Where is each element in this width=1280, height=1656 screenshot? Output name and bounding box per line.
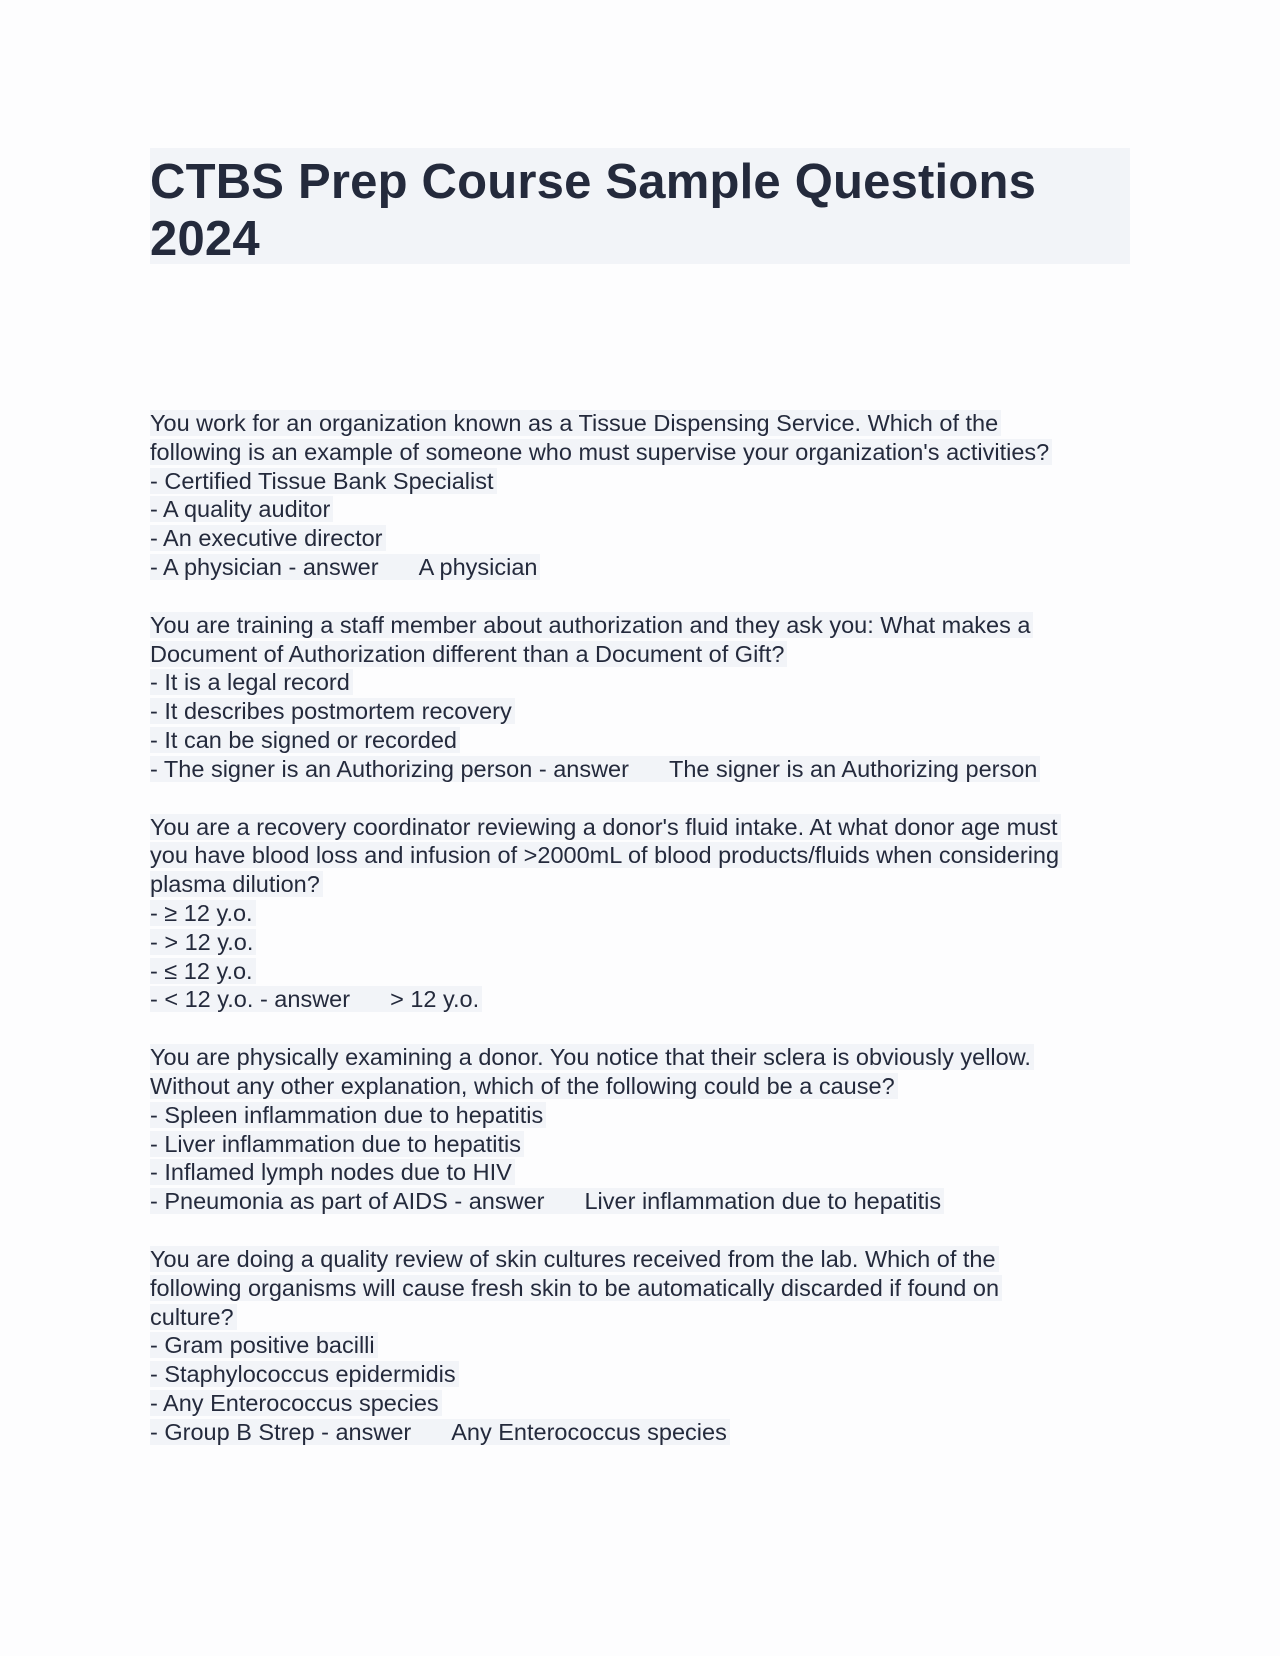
question-stem-line: You are physically examining a donor. You notice that their sclera is obviously yellow. <box>150 1044 1034 1070</box>
answer-marker: - answer <box>454 1188 545 1215</box>
document-page <box>150 148 1130 1476</box>
option-item: - Liver inflammation due to hepatitis <box>150 1131 524 1157</box>
option-item: - > 12 y.o. <box>150 929 256 955</box>
question-item <box>150 813 1130 1015</box>
answer-marker: - answer <box>259 986 351 1013</box>
question-stem-line: culture? <box>150 1304 237 1330</box>
question-item <box>150 611 1130 784</box>
option-item: - Spleen inflammation due to hepatitis <box>150 1102 546 1128</box>
question-item <box>150 409 1130 582</box>
answer-text: A physician <box>418 553 538 580</box>
option-item: - The signer is an Authorizing person <box>150 755 533 782</box>
title-block <box>150 148 1130 264</box>
option-item: - < 12 y.o. <box>150 986 254 1013</box>
question-stem-line: you have blood loss and infusion of >2000mL of blood products/fluids when considering <box>150 842 1062 868</box>
option-item: - It describes postmortem recovery <box>150 698 515 724</box>
title-line-2: 2024 <box>150 212 260 266</box>
answer-text: Any Enterococcus species <box>451 1418 727 1445</box>
answer-text: > 12 y.o. <box>390 986 480 1013</box>
page-title <box>150 154 1130 268</box>
question-stem-line: You work for an organization known as a Tissue Dispensing Service. Which of the <box>150 410 1001 436</box>
answer-marker: - answer <box>321 1418 412 1445</box>
question-item <box>150 1043 1130 1216</box>
option-item: - A physician <box>150 553 282 580</box>
option-item: - Pneumonia as part of AIDS <box>150 1188 448 1215</box>
question-stem-line: following is an example of someone who must supervise your organization's activities? <box>150 439 1052 465</box>
answer-text: The signer is an Authorizing person <box>668 755 1038 782</box>
question-stem-line: following organisms will cause fresh skin to be automatically discarded if found on <box>150 1275 1002 1301</box>
option-item: - Group B Strep <box>150 1418 315 1445</box>
question-stem-line: Document of Authorization different than a Document of Gift? <box>150 641 787 667</box>
question-stem-line: plasma dilution? <box>150 871 323 897</box>
answer-marker: - answer <box>538 755 629 782</box>
answer-marker: - answer <box>288 553 379 580</box>
question-stem-line: Without any other explanation, which of the following could be a cause? <box>150 1073 898 1099</box>
title-line-1: CTBS Prep Course Sample Questions <box>150 155 1037 209</box>
option-item: - Inflamed lymph nodes due to HIV <box>150 1159 515 1185</box>
option-item: - Certified Tissue Bank Specialist <box>150 468 497 494</box>
answer-text: Liver inflammation due to hepatitis <box>584 1188 942 1215</box>
option-item: - ≤ 12 y.o. <box>150 958 256 984</box>
question-item <box>150 1245 1130 1447</box>
option-item: - An executive director <box>150 525 386 551</box>
option-item: - Staphylococcus epidermidis <box>150 1361 459 1387</box>
option-item: - ≥ 12 y.o. <box>150 900 256 926</box>
option-item: - Any Enterococcus species <box>150 1390 442 1416</box>
option-item: - It is a legal record <box>150 669 353 695</box>
option-item: - A quality auditor <box>150 496 333 522</box>
question-stem-line: You are doing a quality review of skin cultures received from the lab. Which of the <box>150 1246 999 1272</box>
option-item: - It can be signed or recorded <box>150 727 460 753</box>
question-stem-line: You are a recovery coordinator reviewing a donor's fluid intake. At what donor age must <box>150 814 1061 840</box>
question-stem-line: You are training a staff member about authorization and they ask you: What makes a <box>150 612 1033 638</box>
question-list <box>150 409 1130 1447</box>
option-item: - Gram positive bacilli <box>150 1332 378 1358</box>
